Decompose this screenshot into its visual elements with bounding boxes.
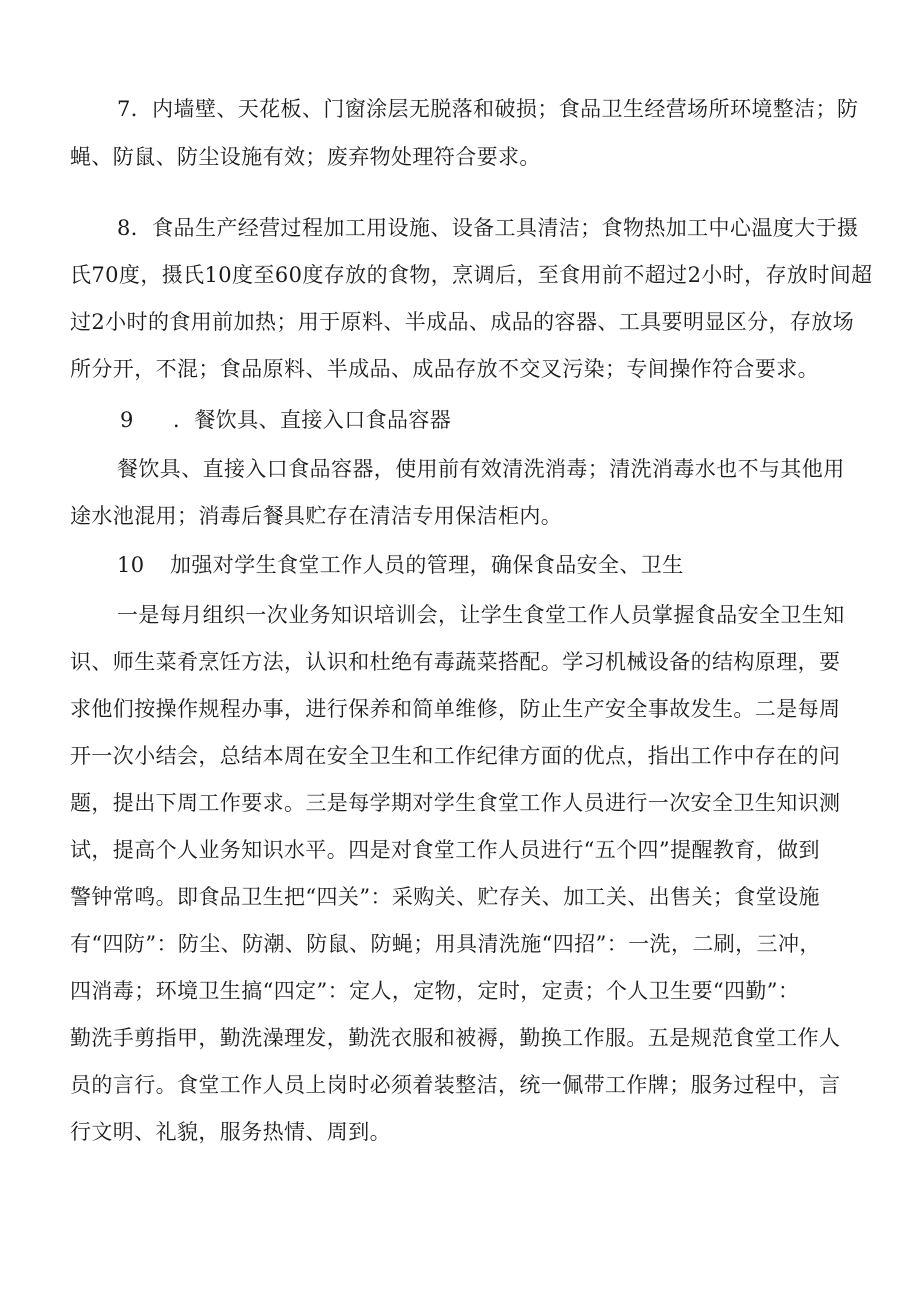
item-8-line-2: 氏70度，摄氏10度至60度存放的食物，烹调后，至食用前不超过2小时，存放时间超 xyxy=(70,263,873,287)
item-10-line-10: 勤洗手剪指甲，勤洗澡理发，勤洗衣服和被褥，勤换工作服。五是规范食堂工作人 xyxy=(70,1026,841,1050)
item-10-line-4: 开一次小结会，总结本周在安全卫生和工作纪律方面的优点，指出工作中存在的问 xyxy=(70,744,841,768)
item-10-line-3: 求他们按操作规程办事，进行保养和简单维修，防止生产安全事故发生。二是每周 xyxy=(70,697,841,721)
item-8-line-3: 过2小时的食用前加热；用于原料、半成品、成品的容器、工具要明显区分，存放场 xyxy=(70,310,855,334)
item-10-line-11: 员的言行。食堂工作人员上岗时必须着装整洁，统一佩带工作牌；服务过程中，言 xyxy=(70,1073,841,1097)
item-10-line-1: 一是每月组织一次业务知识培训会，让学生食堂工作人员掌握食品安全卫生知 xyxy=(117,603,845,627)
item-9-line-2: 途水池混用；消毒后餐具贮存在清洁专用保洁柜内。 xyxy=(70,504,563,528)
item-8-line-1: 8．食品生产经营过程加工用设施、设备工具清洁；食物热加工中心温度大于摄 xyxy=(117,216,859,240)
item-10-title: 加强对学生食堂工作人员的管理，确保食品安全、卫生 xyxy=(170,553,684,577)
item-10-line-2: 识、师生菜肴烹饪方法，认识和杜绝有毒蔬菜搭配。学习机械设备的结构原理，要 xyxy=(70,650,841,674)
item-10-line-9: 四消毒；环境卫生搞“四定”：定人，定物，定时，定责；个人卫生要“四勤”： xyxy=(70,979,800,1003)
item-7-line-2: 蝇、防鼠、防尘设施有效；废弃物处理符合要求。 xyxy=(70,145,541,169)
item-7-line-1: 7．内墙壁、天花板、门窗涂层无脱落和破损；食品卫生经营场所环境整洁；防 xyxy=(117,97,859,121)
item-10-line-5: 题，提出下周工作要求。三是每学期对学生食堂工作人员进行一次安全卫生知识测 xyxy=(70,791,841,815)
item-10-line-12: 行文明、礼貌，服务热情、周到。 xyxy=(70,1120,391,1144)
item-9-title: ．餐饮具、直接入口食品容器 xyxy=(173,408,452,432)
item-9-line-1: 餐饮具、直接入口食品容器，使用前有效清洗消毒；清洗消毒水也不与其他用 xyxy=(117,457,845,481)
item-10-line-7: 警钟常鸣。即食品卫生把“四关”：采购关、贮存关、加工关、出售关；食堂设施 xyxy=(70,885,820,909)
item-10-line-8: 有“四防”：防尘、防潮、防鼠、防蝇；用具清洗施“四招”：一洗，二刷，三冲， xyxy=(70,932,821,956)
item-10-number: 10 xyxy=(117,553,145,577)
item-8-line-4: 所分开，不混；食品原料、半成品、成品存放不交叉污染；专间操作符合要求。 xyxy=(70,357,819,381)
item-9-number: 9 xyxy=(120,408,134,432)
item-10-line-6: 试，提高个人业务知识水平。四是对食堂工作人员进行“五个四”提醒教育，做到 xyxy=(70,838,820,862)
